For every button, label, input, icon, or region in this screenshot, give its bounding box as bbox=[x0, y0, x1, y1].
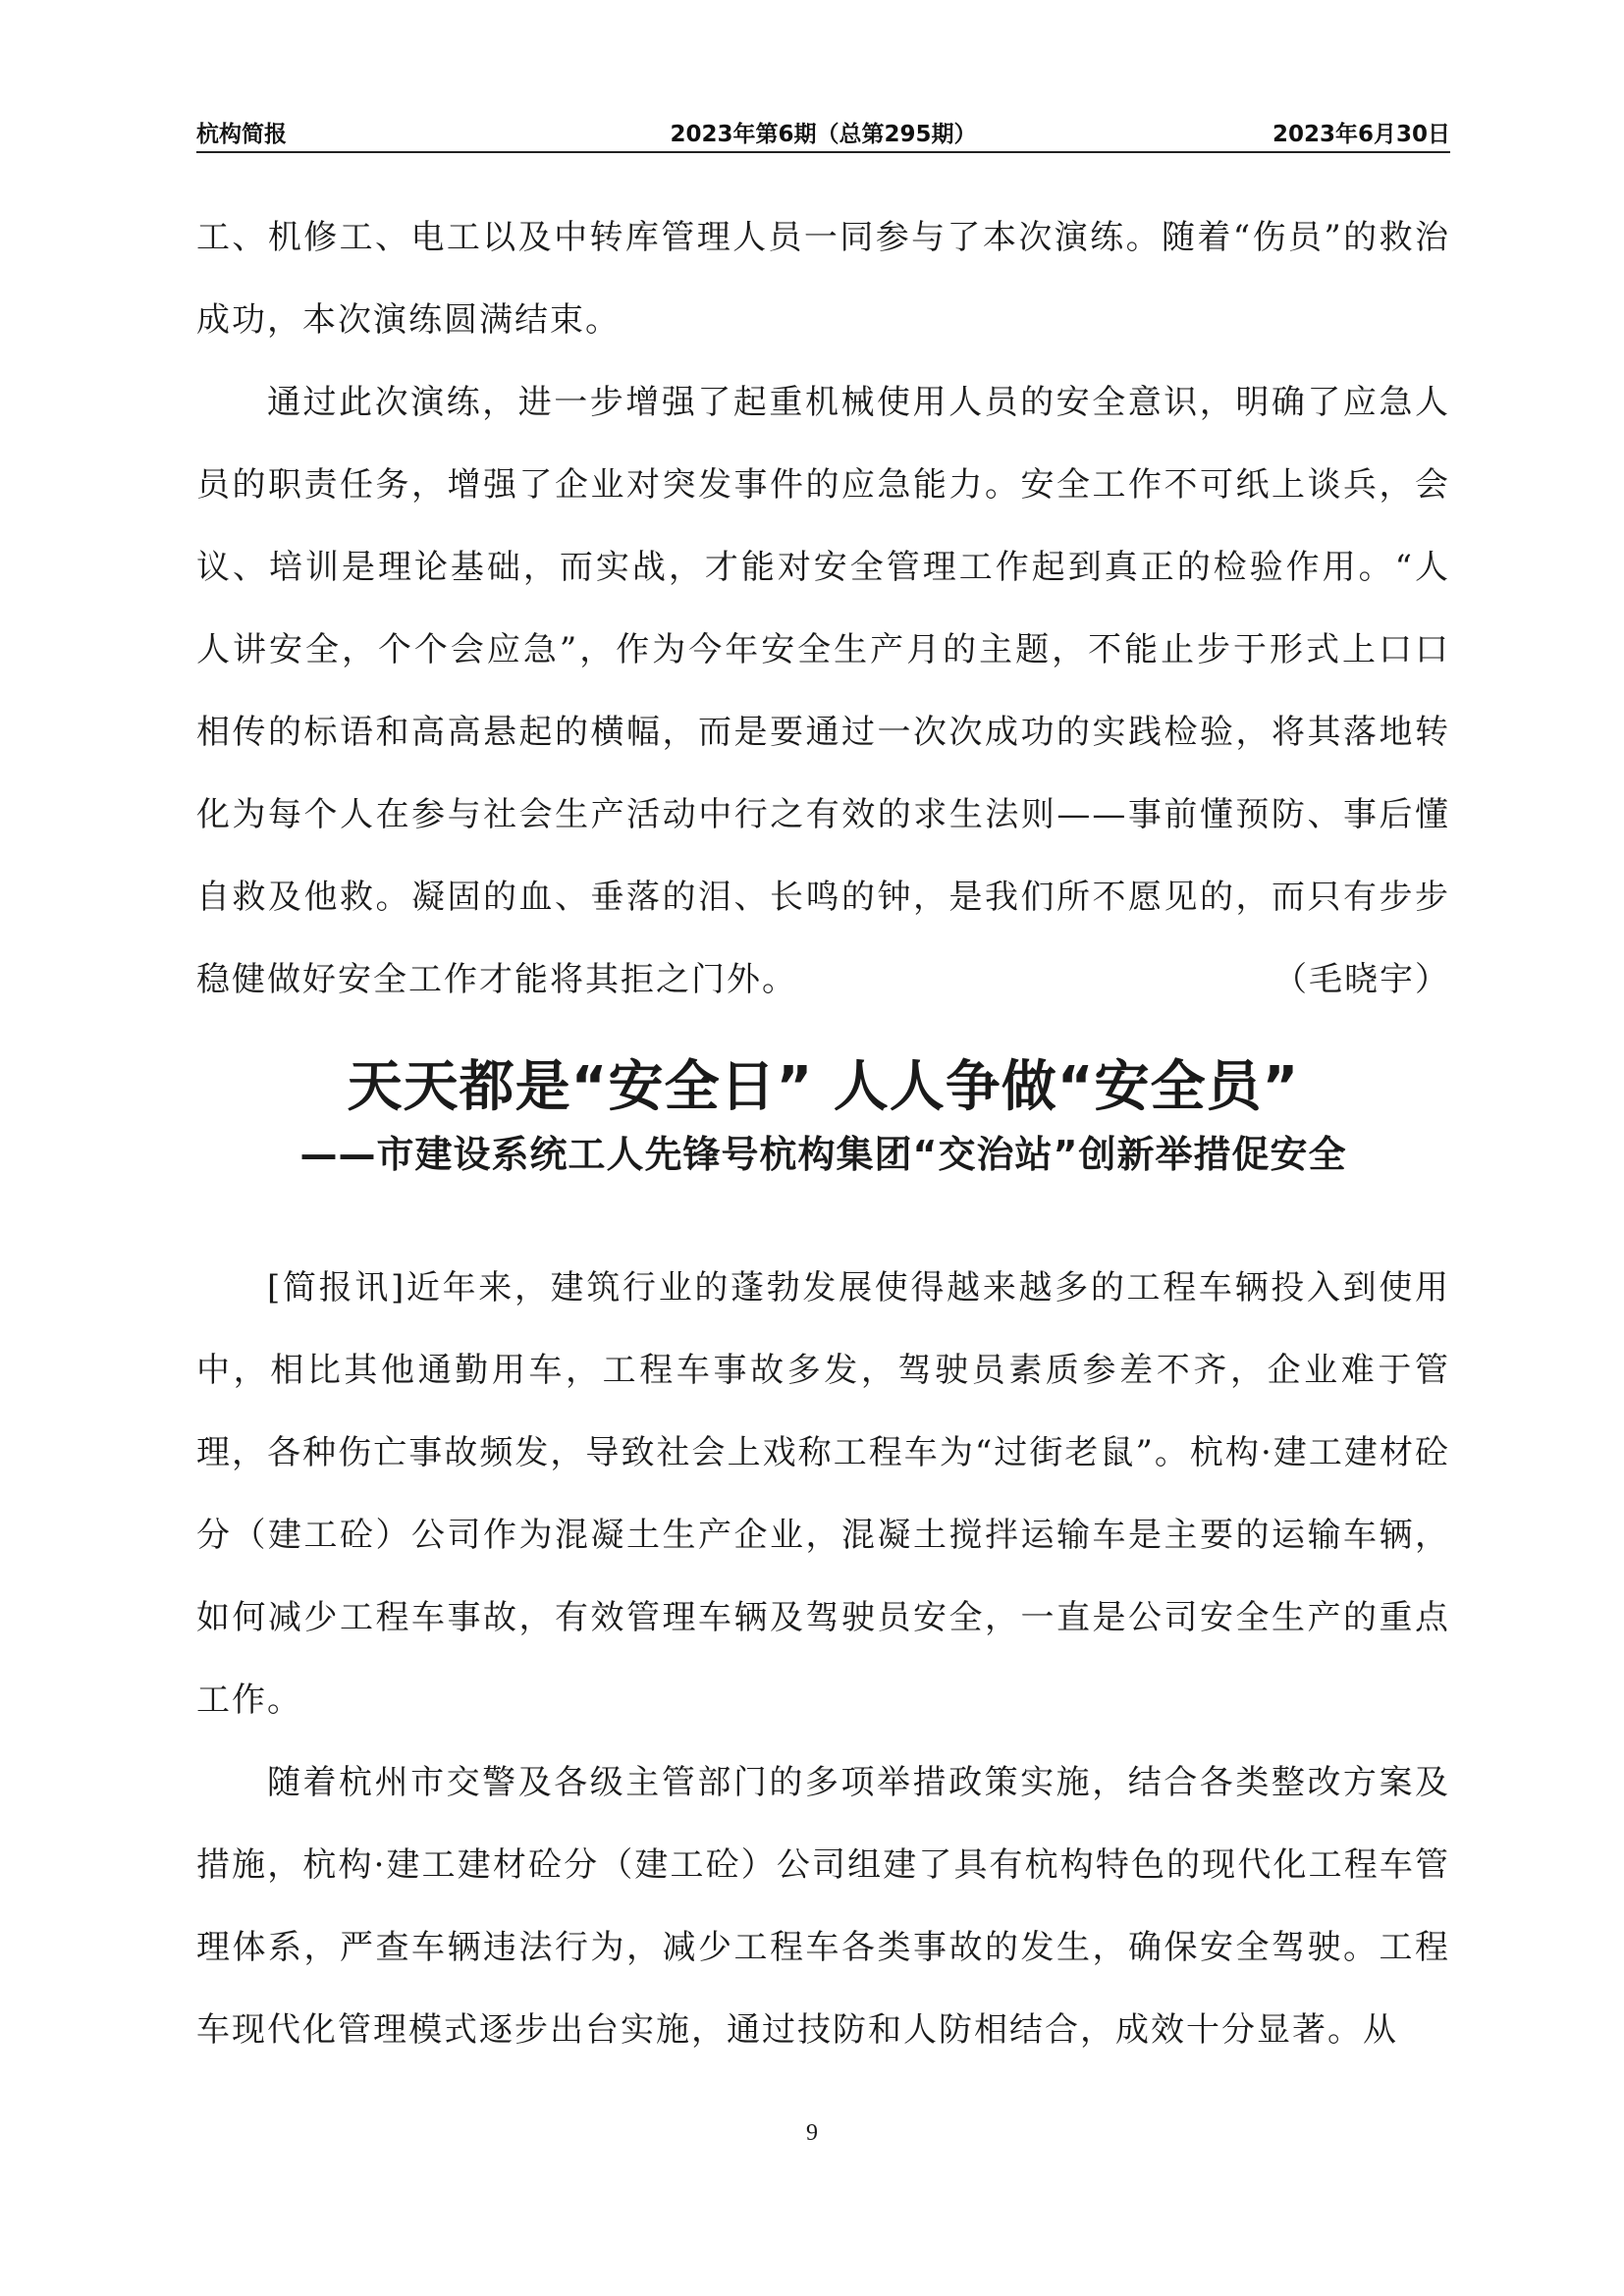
article2-paragraph-1: [简报讯]近年来，建筑行业的蓬勃发展使得越来越多的工程车辆投入到使用中，相比其他通勤用车，工程车事故多发，驾驶员素质参差不齐，企业难于管理，各种伤亡事故频发，导致社会上戏称工程车为“过街老鼠”。杭构·建工建材砼分（建工砼）公司作为混凝土生产企业，混凝土搅拌运输车是主要的运输车辆，如何减少工程车事故，有效管理车辆及驾驶员安全，一直是公司安全生产的重点工作。 bbox=[196, 1268, 1450, 1720]
header-date: 2023年6月30日 bbox=[1272, 122, 1450, 147]
article1-paragraph-1: 工、机修工、电工以及中转库管理人员一同参与了本次演练。随着“伤员”的救治成功，本次演练圆满结束。 bbox=[196, 218, 1450, 340]
article1-paragraph-2: 通过此次演练，进一步增强了起重机械使用人员的安全意识，明确了应急人员的职责任务，增强了企业对突发事件的应急能力。安全工作不可纸上谈兵，会议、培训是理论基础，而实战，才能对安全管理工作起到真正的检验作用。“人人讲安全，个个会应急”，作为今年安全生产月的主题，不能止步于形式上口口相传的标语和高高悬起的横幅，而是要通过一次次成功的实践检验，将其落地转化为每个人在参与社会生产活动中行之有效的求生法则——事前懂预防、事后懂自救及他救。凝固的血、垂落的泪、长鸣的钟，是我们所不愿见的，而只有步步稳健做好安全工作才能将其拒之门外。 bbox=[196, 383, 1450, 999]
header-divider bbox=[196, 151, 1450, 153]
header-issue: 2023年第6期（总第295期） bbox=[670, 122, 977, 147]
article2-subtitle: ——市建设系统工人先锋号杭构集团“交治站”创新举措促安全 bbox=[299, 1133, 1347, 1176]
page-number: 9 bbox=[806, 2120, 818, 2146]
article2-paragraph-2: 随着杭州市交警及各级主管部门的多项举措政策实施，结合各类整改方案及措施，杭构·建工建材砼分（建工砼）公司组建了具有杭构特色的现代化工程车管理体系，严查车辆违法行为，减少工程车各类事故的发生，确保安全驾驶。工程车现代化管理模式逐步出台实施，通过技防和人防相结合，成效十分显著。从 bbox=[196, 1763, 1450, 2050]
article2-heading bbox=[196, 1048, 1450, 1182]
page-content bbox=[196, 196, 1450, 2071]
page-header bbox=[196, 116, 1450, 155]
article2-title: 天天都是“安全日” 人人争做“安全员” bbox=[347, 1055, 1300, 1119]
article1-author: （毛晓宇） bbox=[1273, 960, 1450, 999]
header-publication: 杭构简报 bbox=[196, 122, 287, 147]
